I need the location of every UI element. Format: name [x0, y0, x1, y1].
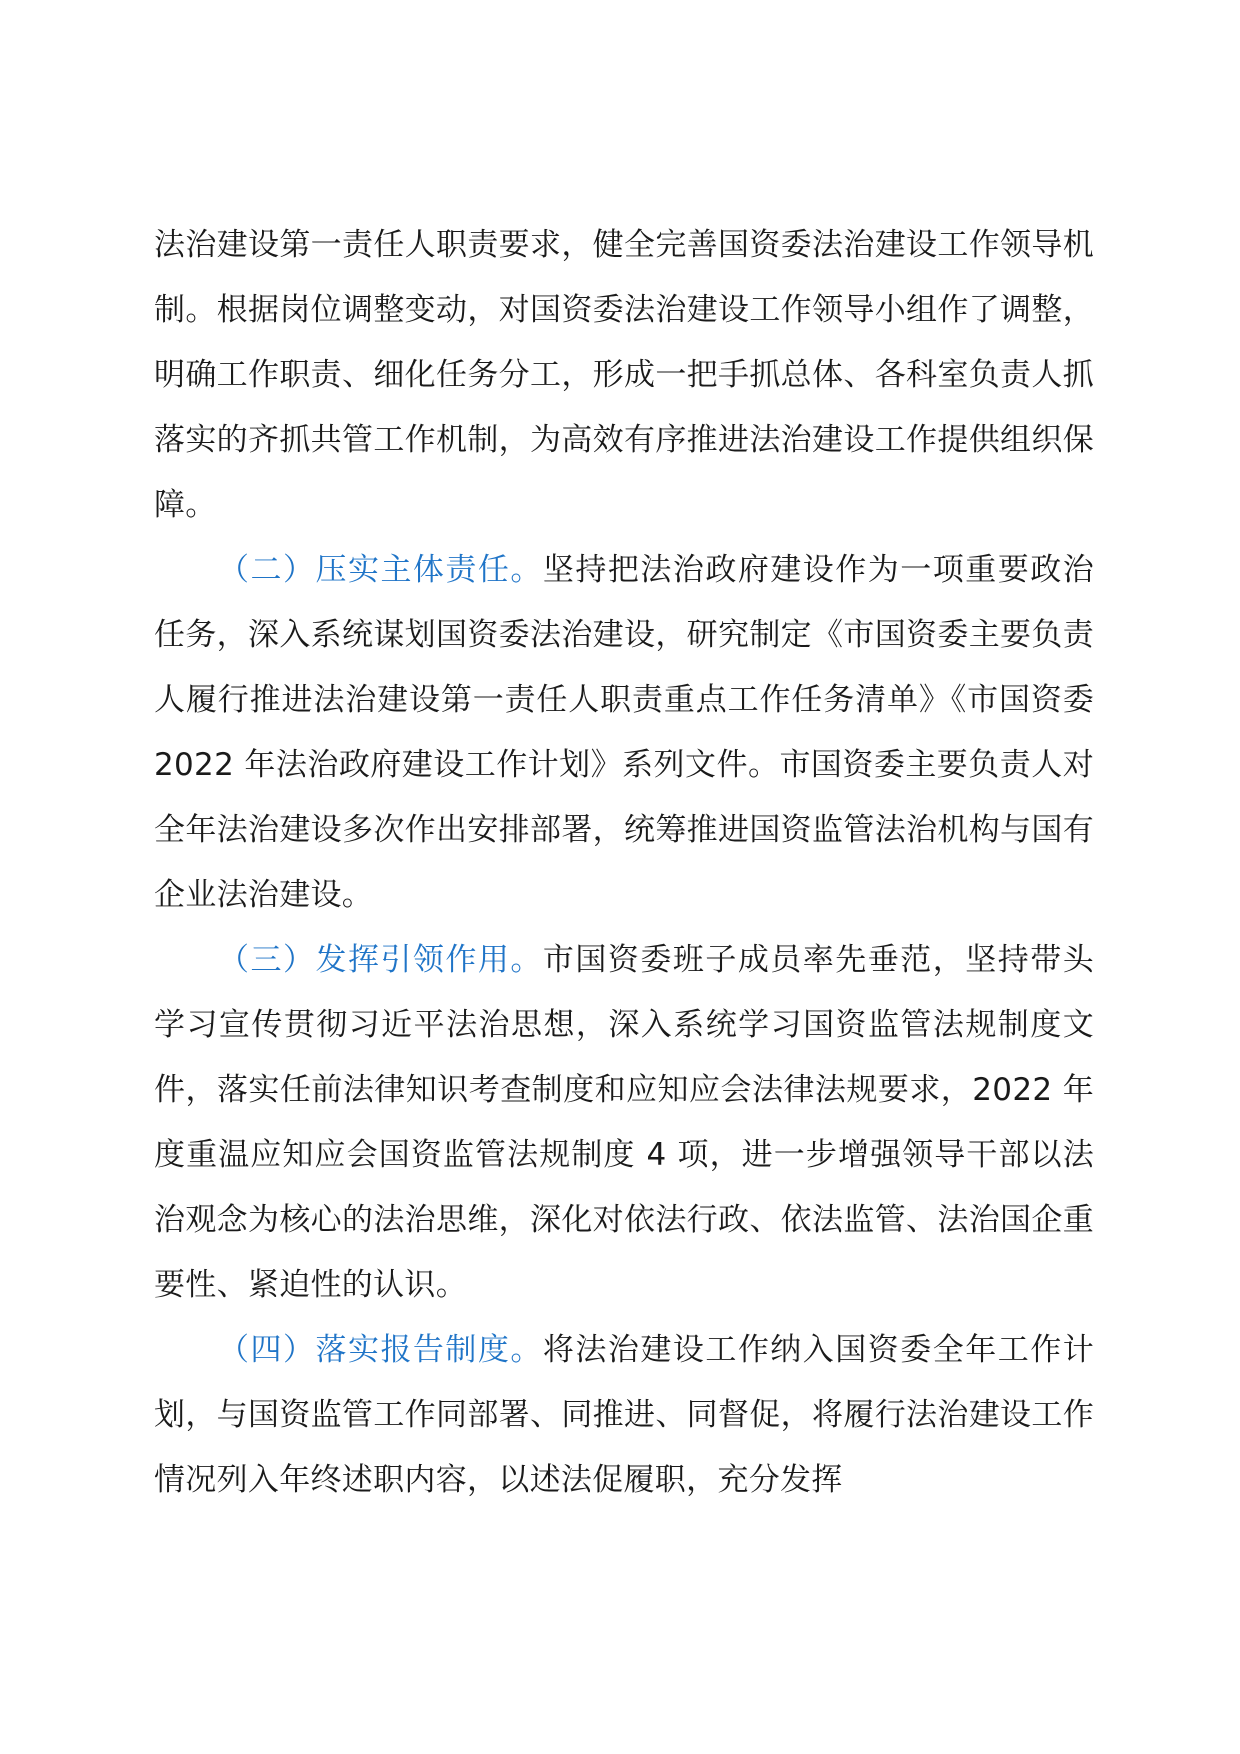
paragraph-section-3: [154, 928, 1094, 1318]
paragraph-text: 将法治建设工作纳入国资委全年工作计划，与国资监管工作同部署、同推进、同督促，将履行法治建设工作情况列入年终述职内容，以述法促履职，充分发挥: [154, 1332, 1094, 1498]
paragraph-section-2: [154, 538, 1094, 928]
paragraph-text: 市国资委班子成员率先垂范，坚持带头学习宣传贯彻习近平法治思想，深入系统学习国资监管法规制度文件，落实任前法律知识考查制度和应知应会法律法规要求，2022 年度重温应知应会国资监管法规制度 4 项，进一步增强领导干部以法治观念为核心的法治思维，深化对依法行政、依法监管、法治国企重要性、紧迫性的认识。: [154, 942, 1094, 1303]
section-heading-3: （三）发挥引领作用。: [218, 942, 543, 978]
section-heading-2: （二）压实主体责任。: [218, 552, 543, 588]
paragraph-text: 法治建设第一责任人职责要求，健全完善国资委法治建设工作领导机制。根据岗位调整变动，对国资委法治建设工作领导小组作了调整，明确工作职责、细化任务分工，形成一把手抓总体、各科室负责人抓落实的齐抓共管工作机制，为高效有序推进法治建设工作提供组织保障。: [154, 227, 1094, 523]
paragraph-continued: [154, 213, 1094, 538]
section-heading-4: （四）落实报告制度。: [218, 1332, 543, 1368]
document-body: [154, 213, 1094, 1513]
paragraph-text: 坚持把法治政府建设作为一项重要政治任务，深入系统谋划国资委法治建设，研究制定《市国资委主要负责人履行推进法治建设第一责任人职责重点工作任务清单》《市国资委 2022 年法治政府建设工作计划》系列文件。市国资委主要负责人对全年法治建设多次作出安排部署，统筹推进国资监管法治机构与国有企业法治建设。: [154, 552, 1094, 913]
paragraph-section-4: [154, 1318, 1094, 1513]
